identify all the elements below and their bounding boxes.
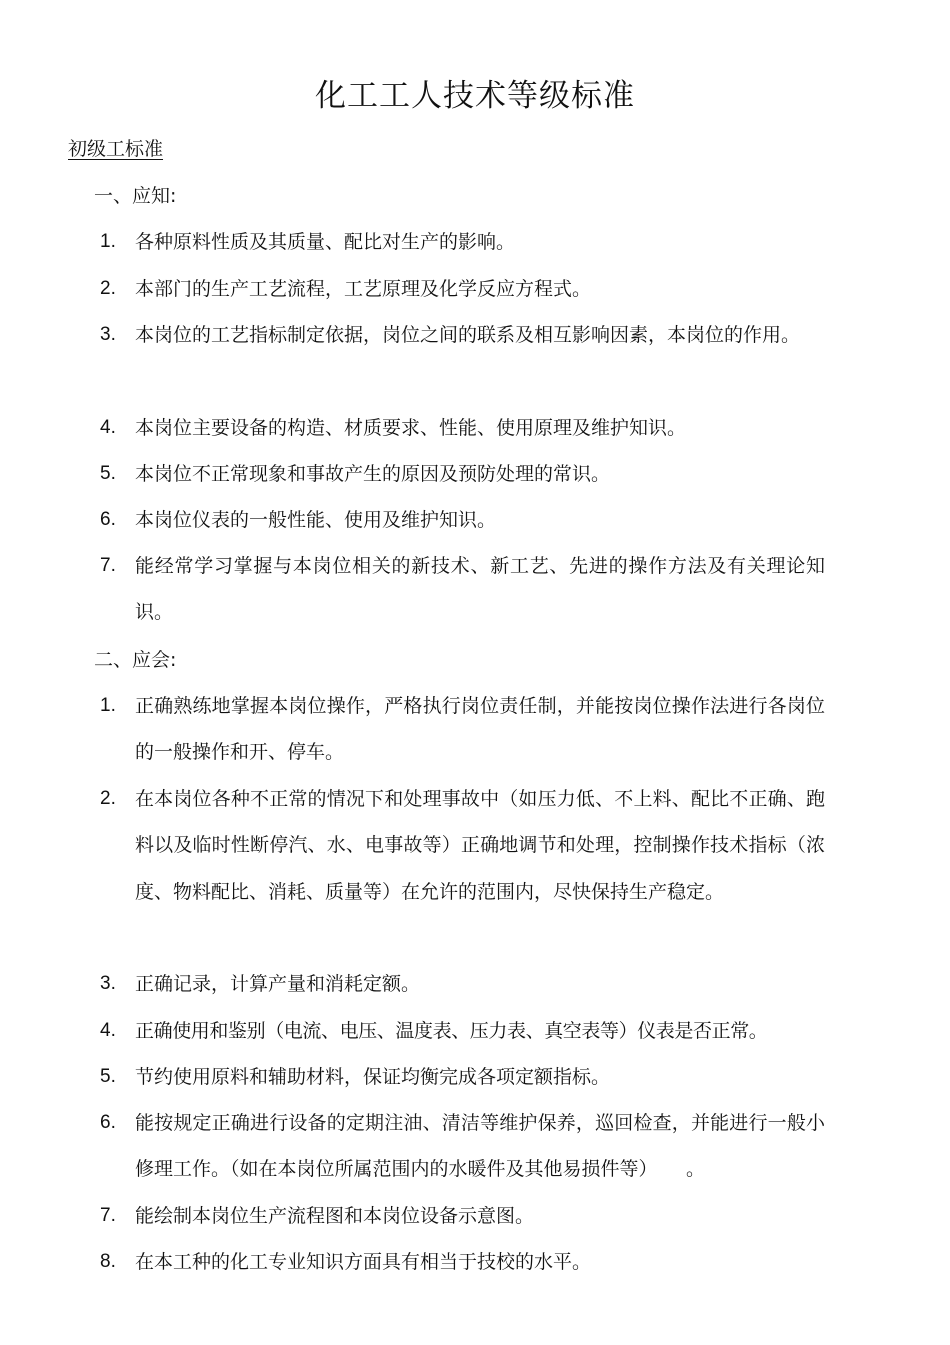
item-number: 1. [100,695,116,716]
item-number: 4. [100,1020,116,1041]
list-item [100,683,840,776]
list-item [100,776,840,915]
item-text: 正确熟练地掌握本岗位操作，严格执行岗位责任制，并能按岗位操作法进行各岗位的一般操作和开、停车。 [135,695,825,764]
item-number: 2. [100,788,116,809]
item-text: 能绘制本岗位生产流程图和本岗位设备示意图。 [135,1205,535,1227]
item-text: 本岗位的工艺指标制定依据，岗位之间的联系及相互影响因素，本岗位的作用。 [135,324,801,346]
item-number: 6. [100,1112,116,1133]
list-item [100,543,840,636]
item-text: 能经常学习掌握与本岗位相关的新技术、新工艺、先进的操作方法及有关理论知识。 [135,555,825,624]
item-number: 5. [100,463,116,484]
item-text: 节约使用原料和辅助材料，保证均衡完成各项定额指标。 [135,1066,611,1088]
item-number: 5. [100,1066,116,1087]
item-text: 正确记录，计算产量和消耗定额。 [135,973,421,995]
item-text: 本岗位仪表的一般性能、使用及维护知识。 [135,509,497,531]
group-heading-skills: 二、应会: [94,649,177,671]
item-text: 本岗位主要设备的构造、材质要求、性能、使用原理及维护知识。 [135,417,687,439]
list-item [100,961,840,1007]
item-number: 2. [100,278,116,299]
item-text: 各种原料性质及其质量、配比对生产的影响。 [135,231,516,253]
list-item [100,497,840,543]
list-item [100,1008,840,1054]
item-text: 在本岗位各种不正常的情况下和处理事故中（如压力低、不上料、配比不正确、跑料以及临时性断停汽、水、电事故等）正确地调节和处理，控制操作技术指标（浓度、物料配比、消耗、质量等）在允许的范围内，尽快保持生产稳定。 [135,788,825,903]
item-text: 本岗位不正常现象和事故产生的原因及预防处理的常识。 [135,463,611,485]
item-number: 6. [100,509,116,530]
list-item [100,1193,840,1239]
item-text: 在本工种的化工专业知识方面具有相当于技校的水平。 [135,1251,592,1273]
list-item [100,1100,840,1193]
item-number: 7. [100,555,116,576]
list-item [100,1054,840,1100]
item-text: 能按规定正确进行设备的定期注油、清洁等维护保养，巡回检查，并能进行一般小修理工作。（如在本岗位所属范围内的水暖件及其他易损件等） 。 [135,1112,825,1181]
list-item [100,219,840,265]
list-item [100,451,840,497]
item-text: 本部门的生产工艺流程，工艺原理及化学反应方程式。 [135,278,592,300]
list-item [100,312,840,358]
item-number: 3. [100,324,116,345]
item-number: 4. [100,417,116,438]
document-title: 化工工人技术等级标准 [315,78,635,114]
item-number: 8. [100,1251,116,1272]
list-item [100,266,840,312]
item-text: 正确使用和鉴别（电流、电压、温度表、压力表、真空表等）仪表是否正常。 [135,1020,768,1042]
item-number: 7. [100,1205,116,1226]
group-heading-knowledge: 一、应知: [94,185,177,207]
item-number: 3. [100,973,116,994]
section-heading: 初级工标准 [68,138,164,160]
list-item [100,1239,840,1285]
list-item [100,405,840,451]
item-number: 1. [100,231,116,252]
